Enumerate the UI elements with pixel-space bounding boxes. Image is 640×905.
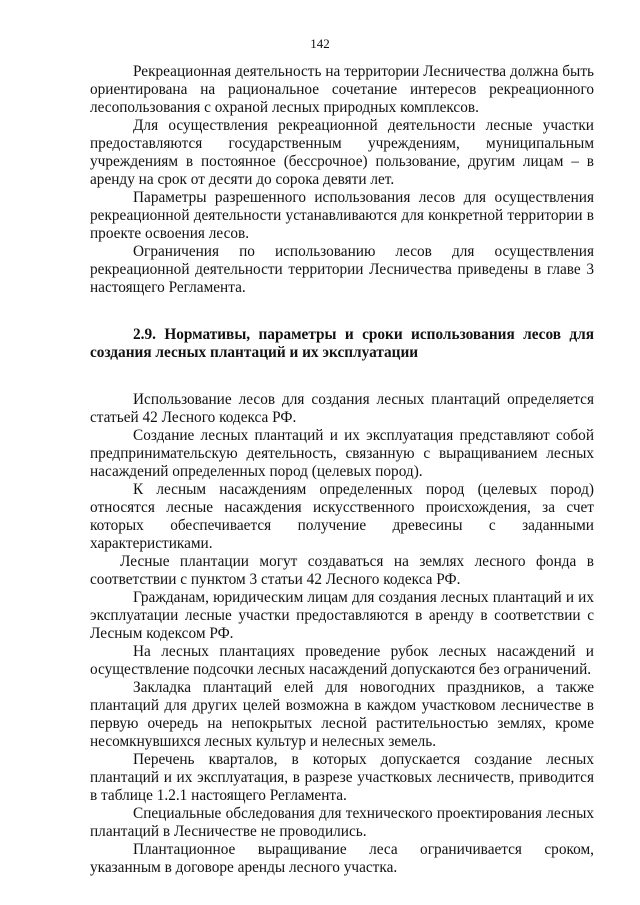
paragraph: Закладка плантаций елей для новогодних праздников, а также плантаций для других целей возможна в каждом участковом лесничестве в первую очередь на непокрытых лесной растительностью землях, кроме несомкнувшихся лесных культур и нелесных земель.	[90, 679, 594, 750]
paragraph: Специальные обследования для технического проектирования лесных плантаций в Лесничестве не проводились.	[90, 805, 594, 840]
paragraph: Создание лесных плантаций и их эксплуатация представляют собой предпринимательскую деятельность, связанную с выращиванием лесных насаждений определенных пород (целевых пород).	[90, 427, 594, 480]
page-number: 142	[310, 36, 330, 51]
paragraph: Параметры разрешенного использования лесов для осуществления рекреационной деятельности устанавливаются для конкретной территории в проекте освоения лесов.	[90, 189, 594, 242]
paragraph: Рекреационная деятельность на территории Лесничества должна быть ориентирована на рациональное сочетание интересов рекреационного лесопользования с охраной лесных природных комплексов.	[90, 63, 594, 116]
paragraph: К лесным насаждениям определенных пород (целевых пород) относятся лесные насаждения искусственного происхождения, за счет которых обеспечивается получение древесины с заданными характеристиками.	[90, 481, 594, 552]
paragraph: Ограничения по использованию лесов для осуществления рекреационной деятельности территории Лесничества приведены в главе 3 настоящего Регламента.	[90, 243, 594, 296]
paragraph: На лесных плантациях проведение рубок лесных насаждений и осуществление подсочки лесных насаждений допускаются без ограничений.	[90, 643, 594, 678]
document-body	[90, 63, 594, 877]
section-heading: 2.9. Нормативы, параметры и сроки использования лесов для создания лесных плантаций и их эксплуатации	[90, 326, 594, 361]
paragraph: Гражданам, юридическим лицам для создания лесных плантаций и их эксплуатации лесные участки предоставляются в аренду в соответствии с Лесным кодексом РФ.	[90, 589, 594, 642]
paragraph: Лесные плантации могут создаваться на землях лесного фонда в соответствии с пунктом 3 статьи 42 Лесного кодекса РФ.	[90, 553, 594, 588]
paragraph: Плантационное выращивание леса ограничивается сроком, указанным в договоре аренды лесного участка.	[90, 841, 594, 876]
paragraph: Перечень кварталов, в которых допускается создание лесных плантаций и их эксплуатация, в разрезе участковых лесничеств, приводится в таблице 1.2.1 настоящего Регламента.	[90, 751, 594, 804]
paragraph: Для осуществления рекреационной деятельности лесные участки предоставляются государственным учреждениям, муниципальным учреждениям в постоянное (бессрочное) пользование, другим лицам – в аренду на срок от десяти до сорока девяти лет.	[90, 117, 594, 188]
paragraph: Использование лесов для создания лесных плантаций определяется статьей 42 Лесного кодекса РФ.	[90, 391, 594, 426]
